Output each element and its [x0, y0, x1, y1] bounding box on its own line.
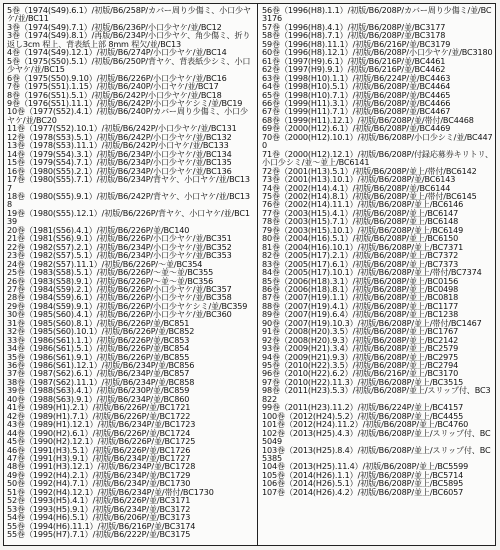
volume-entry: 95巻（2010(H22).3.5）/初版/B6/208P/並上/BC2794	[262, 360, 459, 371]
volume-entry: 71巻（2000(H12).12.1）/初版/B6/208P/付録応募券キリトリ、小口少シミ/並～並上/BC6141	[262, 148, 493, 168]
volume-entry: 21巻（1981(S56).9.1）/初版/B6/226P/小口少ヤケ/並/BC351	[7, 233, 232, 244]
volume-entry: 8巻（1976(S51).5.1）/初版/B6/242P/小口少ヤケ/並/BC18	[7, 89, 222, 100]
volume-entry: 86巻（2006(H18).8.1）/初版/B6/208P/並上/BC0498	[262, 283, 459, 294]
volume-entry: 60巻（1996(H8).12.1）/初版/B6/208P/小口少ヤケ/並/BC3180	[262, 47, 493, 58]
volume-entry: 97巻（2010(H22).11.3）/初版/B6/208P/並上/BC3515	[262, 376, 464, 387]
volume-entry: 35巻（1986(S61).9.1）/初版/B6/226P/並/BC855	[7, 351, 190, 362]
volume-entry: 55巻（1995(H7).7.1）/初版/B6/222P/並/BC3175	[7, 529, 191, 540]
volume-entry: 68巻（1999(H11).12.1）/初版/B6/208P/並/帯付/BC4468	[262, 114, 474, 125]
volume-entry: 103巻（2013(H25).8.4）/初版/B6/208P/並上/スリップ付、BC5385	[262, 444, 491, 464]
volume-entry: 7巻（1975(S51).1.15）/初版/B6/240P/小口ヤケ/並/BC17	[7, 81, 219, 92]
volume-entry: 27巻（1984(S59).2.1）/初版/B6/226P/小口少ヤケ/並/BC357	[7, 283, 232, 294]
volume-entry: 45巻（1990(H2).12.1）/初版/B6/226P/並/BC1725	[7, 436, 196, 447]
volume-entry: 32巻（1985(S60).10.1）/初版/B6/226P/並/BC852	[7, 326, 195, 337]
volume-entry: 56巻（1996(H8).1.1）/初版/B6/208P/カバー周り少傷ミ/並/BC3176	[262, 6, 492, 24]
volume-entry: 101巻（2012(H24).11.2）/初版/B6/208P/並上/BC4760	[262, 419, 469, 430]
volume-entry: 22巻（1982(S57).2.1）/初版/B6/234P/小口少ヤケ/並/BC352	[7, 241, 232, 252]
volume-entry: 3巻（1974(S49).7.1）/初版/B6/236P/小口少ヤケ/並/BC12	[7, 21, 222, 32]
volume-entry: 29巻（1984(S59).9.1）/初版/B6/226P/小口少ヤケシミ/並/BC359	[7, 300, 248, 311]
volume-entry: 54巻（1994(H6).5.1）/初版/B6/206P/並/BC3173	[7, 512, 191, 523]
volume-entry: 20巻（1981(S56).4.1）/初版/B6/226P/並/BC140	[7, 224, 190, 235]
volume-entry: 58巻（1996(H8).7.1）/初版/B6/208P/並/BC3178	[262, 30, 446, 41]
volume-entry: 66巻（1999(H11).3.1）/初版/B6/208P/並/BC4466	[262, 97, 451, 108]
volume-entry: 15巻（1979(S54).7.1）/初版/B6/234P/小口少ヤケ/並/BC135	[7, 157, 232, 168]
volume-entry: 31巻（1985(S60).8.1）/初版/B6/226P/並/BC851	[7, 317, 190, 328]
volume-entry: 78巻（2003(H15).7.1）/初版/B6/208P/並上/BC6148	[262, 216, 459, 227]
volume-entry: 89巻（2007(H19).6.4）/初版/B6/208P/並上/BC1238	[262, 309, 459, 320]
volume-entry: 83巻（2005(H17).6.1）/初版/B6/208P/並上/BC7373	[262, 258, 459, 269]
volume-entry: 85巻（2006(H18).3.1）/初版/B6/208P/並上/BC0156	[262, 275, 459, 286]
volume-entry: 104巻（2013(H25).11.4）/初版/B6/208P/並上/BC5599	[262, 461, 469, 472]
volume-entry: 37巻（1987(S62).6.1）/初版/B6/234P/並/BC857	[7, 368, 190, 379]
volume-entry: 17巻（1980(S55).7.1）/初版/B6/234P/背ヤケ、小口ヤケ/並/BC137	[7, 174, 250, 193]
volume-entry: 100巻（2012(H24).5.2）/初版/B6/208P/並上/BC4455	[262, 410, 464, 421]
volume-entry: 102巻（2013(H25).4.3）/初版/B6/208P/並上/スリップ付、BC5049	[262, 427, 491, 447]
volume-entry: 38巻（1987(S62).11.1）/初版/B6/234P/並/BC858	[7, 376, 195, 387]
volume-entry: 33巻（1986(S61).1.1）/初版/B6/226P/並/BC853	[7, 334, 190, 345]
volume-entry: 84巻（2005(H17).10.1）/初版/B6/208P/並上/帯付/BC7374	[262, 267, 482, 278]
volume-entry: 23巻（1982(S57).5.1）/初版/B6/234P/小口少ヤケ/並/BC353	[7, 250, 232, 261]
volume-entry: 9巻（1976(S51).11.1）/初版/B6/242P/小口少ヤケシミ/並/BC19	[7, 97, 243, 108]
volume-entry: 24巻（1982(S57).11.1）/初版/B6/226P/～並/BC354	[7, 258, 203, 269]
column-divider	[257, 4, 258, 545]
volume-entry: 6巻（1975(S50).9.10）/初版/B6/226P/小口少ヤケ/並/BC16	[7, 72, 227, 83]
volume-entry: 43巻（1989(H1).12.1）/初版/B6/234P/並/BC1723	[7, 419, 196, 430]
volume-entry: 48巻（1991(H3).12.1）/初版/B6/234P/並/BC1728	[7, 461, 196, 472]
volume-entry: 105巻（2014(H26).1.1）/初版/B6/208P/並上/BC5714	[262, 469, 464, 480]
volume-entry: 107巻（2014(H26).4.2）/初版/B6/208P/並上/BC6057	[262, 486, 464, 497]
volume-entry: 59巻（1996(H8).11.1）/初版/B6/216P/並/BC3179	[262, 38, 451, 49]
volume-entry: 106巻（2014(H26).5.1）/初版/B6/208P/並上/BC5895	[262, 478, 464, 489]
volume-entry: 5巻（1974(S49).6.1）/初版/B6/258P/カバー周り少傷ミ、小口少ヤケ/並/BC11	[7, 6, 251, 24]
volume-entry: 61巻（1997(H9).6.1）/初版/B6/216P/並/BC4461	[262, 55, 446, 66]
volume-entry: 39巻（1988(S63).4.1）/初版/B6/230P/並/BC859	[7, 385, 190, 396]
volume-entry: 99巻（2011(H23).11.2）/初版/B6/224P/並上/BC4157	[262, 402, 464, 413]
volume-entry: 80巻（2004(H16).5.1）/初版/B6/208P/並上/BC6150	[262, 233, 459, 244]
volume-entry: 82巻（2005(H17).2.1）/初版/B6/208P/並上/BC7372	[262, 250, 459, 261]
volume-entry: 13巻（1978(S53).11.1）/初版/B6/242P/小口ヤケ/並/BC133	[7, 140, 229, 151]
volume-entry: 70巻（2000(H12).10.1）/初版/B6/208P/小口少シミ/並/BC4470	[262, 131, 493, 151]
volume-entry: 10巻（1977(S52).4.1）/初版/B6/240P/カバー周り少傷ミ、小口少ヤケ/並/BC20	[7, 106, 249, 125]
volume-entry: 26巻（1983(S58).9.1）/初版/B6/226P/～並～並/BC356	[7, 275, 214, 286]
volume-entry: 73巻（2001(H13).10.1）/初版/B6/208P/並/BC6143	[262, 174, 456, 185]
volume-entry: 19巻（1980(S55).12.1）/初版/B6/226P/背ヤケ、小口ヤケ/並/BC139	[7, 207, 250, 227]
volume-entry: 98巻（2011(H23).5.3）/初版/B6/208P/並上/スリップ付、BC3822	[262, 385, 491, 404]
volume-entry: 72巻（2001(H13).5.1）/初版/B6/208P/並上/帯付/BC6142	[262, 165, 477, 176]
listing-sheet	[3, 3, 496, 546]
volume-entry: 47巻（1991(H3).9.1）/初版/B6/234P/並/BC1727	[7, 453, 191, 464]
volume-entry: 91巻（2008(H20).3.5）/初版/B6/208P/並上/BC1767	[262, 326, 459, 337]
volume-entry: 18巻（1980(S55).9.1）/初版/B6/242P/背ヤケ、小口ヤケ/並/BC138	[7, 190, 250, 210]
volume-entry: 87巻（2007(H19).1.1）/初版/B6/208P/並上/BC0818	[262, 292, 459, 303]
volume-entry: 63巻（1998(H10).1.1）/初版/B6/224P/並/BC4463	[262, 72, 451, 83]
volume-entry: 14巻（1979(S54).3.1）/初版/B6/234P/小口少ヤケ/並/BC134	[7, 148, 232, 159]
volume-entry: 12巻（1978(S53).5.1）/初版/B6/242P/小口少ヤケ/並/BC132	[7, 131, 232, 142]
volume-entry: 42巻（1989(H1).7.1）/初版/B6/226P/並/BC1722	[7, 410, 191, 421]
volume-entry: 81巻（2004(H16).10.1）/初版/B6/208P/並上/BC7371	[262, 241, 464, 252]
volume-entry: 90巻（2007(H19).10.3）/初版/B6/208P/並上/帯付/BC1467	[262, 317, 482, 328]
volume-entry: 92巻（2008(H20).9.3）/初版/B6/208P/並上/BC2142	[262, 334, 459, 345]
volume-entry: 62巻（1997(H9).9.1）/初版/B6/216P/並/BC4462	[262, 64, 446, 75]
volume-entry: 64巻（1998(H10).5.1）/初版/B6/208P/並/BC4464	[262, 81, 451, 92]
volume-entry: 79巻（2003(H15).10.1）/初版/B6/208P/並上/BC6149	[262, 224, 464, 235]
volume-entry: 49巻（1992(H4).2.1）/初版/B6/234P/並/BC1729	[7, 469, 191, 480]
volume-entry: 53巻（1993(H5).9.1）/初版/B6/234P/並/BC3172	[7, 503, 191, 514]
volume-entry: 16巻（1980(S55).2.1）/初版/B6/234P/小口少ヤケ/並/BC136	[7, 165, 232, 176]
volume-entry: 5巻（1975(S50).5.1）/初版/B6/250P/背ヤケ、背表紙少シミ、小口少ヤケ/並/BC15	[7, 55, 251, 75]
volume-entry: 40巻（1988(S63).9.1）/初版/B6/234P/並/BC860	[7, 393, 190, 404]
volume-entry: 34巻（1986(S61).5.1）/初版/B6/226P/並/BC854	[7, 343, 190, 354]
volume-entry: 46巻（1991(H3).5.1）/初版/B6/226P/並/BC1726	[7, 444, 191, 455]
volume-entry: 4巻（1974(S49).12.1）/初版/B6/274P/小口少ヤケ/並/BC14	[7, 47, 227, 58]
volume-entry: 88巻（2007(H19).4.1）/初版/B6/208P/並上/BC1177	[262, 300, 459, 311]
volume-entry: 28巻（1984(S59).6.1）/初版/B6/226P/小口少ヤケ/並/BC358	[7, 292, 232, 303]
volume-entry: 69巻（2000(H12).6.1）/初版/B6/208P/並/BC4469	[262, 123, 451, 134]
volume-entry: 41巻（1989(H1).2.1）/初版/B6/226P/並/BC1721	[7, 402, 191, 413]
volume-entry: 50巻（1992(H4).7.1）/初版/B6/234P/並/BC1730	[7, 478, 191, 489]
volume-entry: 55巻（1994(H6).11.1）/初版/B6/216P/並/BC3174	[7, 520, 196, 531]
volume-entry: 11巻（1977(S52).10.1）/初版/B6/242P/小口少ヤケ/並/BC131	[7, 123, 237, 134]
volume-entry: 57巻（1996(H8).4.1）/初版/B6/208P/並/BC3177	[262, 21, 446, 32]
volume-entry: 75巻（2002(H14).8.1）/初版/B6/208P/並上/帯付/BC6145	[262, 190, 477, 201]
volume-entry: 52巻（1993(H5).4.1）/初版/B6/226P/並/BC3171	[7, 495, 191, 506]
volume-entry: 36巻（1986(S61).12.1）/初版/B6/234P/並/BC856	[7, 360, 195, 371]
volume-entry: 44巻（1990(H2).6.1）/初版/B6/226P/並/BC1724	[7, 427, 191, 438]
volume-entry: 76巻（2002(H14).11.1）/初版/B6/208P/並上/BC6146	[262, 199, 464, 210]
volume-entry: 65巻（1998(H10).7.1）/初版/B6/208P/並/BC4465	[262, 89, 451, 100]
volume-entry: 67巻（1999(H11).7.1）/初版/B6/208P/並/BC4467	[262, 106, 451, 117]
volume-entry: 77巻（2003(H15).4.1）/初版/B6/208P/並上/BC6147	[262, 207, 459, 218]
volume-entry: 30巻（1985(S60).4.1）/初版/B6/226P/小口少ヤケ/並/BC360	[7, 309, 232, 320]
volume-entry: 3巻（1974(S49).8.1）/再版/B6/234P/小口少ヤケ、角少傷ミ、折り返し3cm 程上、背表紙上部 8mm 程欠/並/BC13	[7, 30, 251, 49]
left-column	[7, 6, 254, 543]
volume-entry: 74巻（2002(H14).4.1）/初版/B6/208P/並/BC6144	[262, 182, 451, 193]
volume-entry: 96巻（2010(H22).6.2）/初版/B6/216P/並上/BC3170	[262, 368, 459, 379]
volume-entry: 25巻（1983(S58).5.1）/初版/B6/226P/～並～並/BC355	[7, 267, 214, 278]
volume-entry: 93巻（2009(H21).3.4）/初版/B6/208P/並上/BC2579	[262, 343, 459, 354]
volume-entry: 94巻（2009(H21).9.3）/初版/B6/208P/並上/BC2975	[262, 351, 459, 362]
volume-entry: 51巻（1992(H4).12.1）/初版/B6/234P/並/帯付/BC1730	[7, 486, 214, 497]
right-column	[262, 6, 494, 543]
